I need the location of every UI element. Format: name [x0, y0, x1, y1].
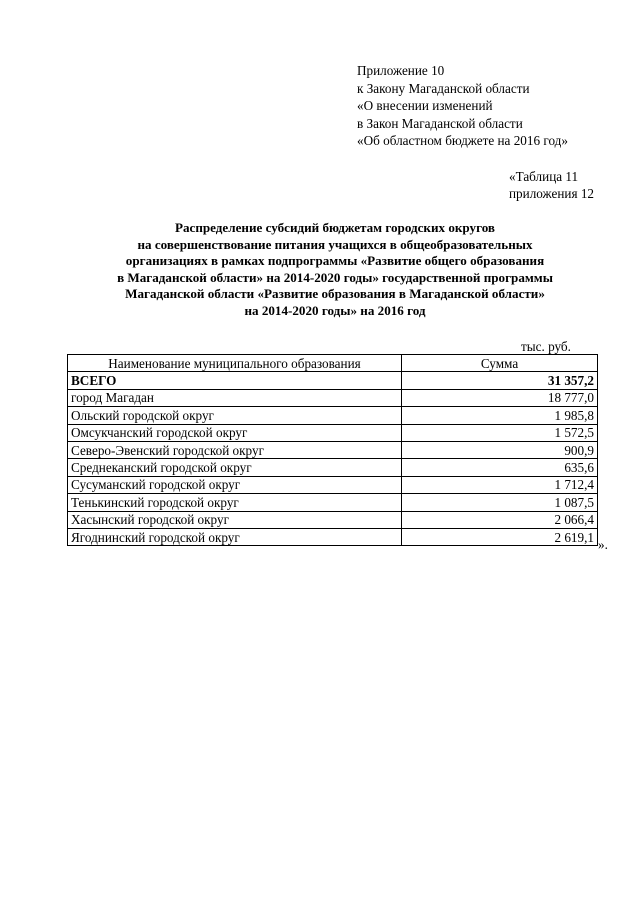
title-line: на совершенствование питания учащихся в общеобразовательных — [137, 236, 533, 252]
row-name: Северо-Эвенский городской округ — [68, 441, 402, 458]
table-row — [68, 424, 598, 441]
table-row — [68, 528, 598, 545]
table-row — [68, 407, 598, 424]
table-header-row — [68, 355, 598, 372]
table-reference-line: «Таблица 11 — [509, 169, 579, 184]
title-line: в Магаданской области» на 2014-2020 годы» государственной программы — [117, 269, 553, 285]
document-title — [40, 220, 630, 320]
header-sum: Сумма — [402, 355, 598, 372]
row-value: 2 066,4 — [402, 511, 598, 528]
appendix-line: в Закон Магаданской области — [357, 115, 523, 131]
row-name: Омсукчанский городской округ — [68, 424, 402, 441]
table-row — [68, 494, 598, 511]
title-line: на 2014-2020 годы» на 2016 год — [244, 302, 426, 318]
table-total-row — [68, 372, 598, 389]
appendix-line: Приложение 10 — [357, 63, 445, 78]
row-value: 900,9 — [402, 441, 598, 458]
row-name: Ольский городской округ — [68, 407, 402, 424]
units-label: тыс. руб. — [521, 339, 571, 354]
table-reference-line: приложения 12 — [509, 186, 595, 202]
appendix-line: к Закону Магаданской области — [357, 80, 530, 96]
total-label: ВСЕГО — [68, 372, 402, 389]
row-name: Ягоднинский городской округ — [68, 528, 402, 545]
row-value: 18 777,0 — [402, 389, 598, 406]
table-row — [68, 389, 598, 406]
row-name: Хасынский городской округ — [68, 511, 402, 528]
appendix-line: «Об областном бюджете на 2016 год» — [357, 133, 568, 149]
title-line: Магаданской области «Развитие образования в Магаданской области» — [125, 286, 545, 302]
header-name: Наименование муниципального образования — [68, 355, 402, 372]
row-value: 1 712,4 — [402, 476, 598, 493]
subsidy-table — [67, 354, 598, 546]
row-name: город Магадан — [68, 389, 402, 406]
row-value: 2 619,1 — [402, 528, 598, 545]
title-line: Распределение субсидий бюджетам городских округов — [174, 220, 495, 235]
row-name: Среднеканский городской округ — [68, 459, 402, 476]
table-reference — [509, 168, 594, 203]
appendix-reference — [357, 62, 568, 150]
table-row — [68, 459, 598, 476]
total-value: 31 357,2 — [402, 372, 598, 389]
table-row — [68, 511, 598, 528]
row-name: Тенькинский городской округ — [68, 494, 402, 511]
row-value: 1 087,5 — [402, 494, 598, 511]
row-value: 1 572,5 — [402, 424, 598, 441]
row-value: 635,6 — [402, 459, 598, 476]
row-value: 1 985,8 — [402, 407, 598, 424]
title-line: организациях в рамках подпрограммы «Развитие общего образования — [125, 253, 545, 269]
table-row — [68, 476, 598, 493]
row-name: Сусуманский городской округ — [68, 476, 402, 493]
closing-quote: ». — [598, 537, 608, 552]
appendix-line: «О внесении изменений — [357, 98, 493, 114]
table-row — [68, 441, 598, 458]
